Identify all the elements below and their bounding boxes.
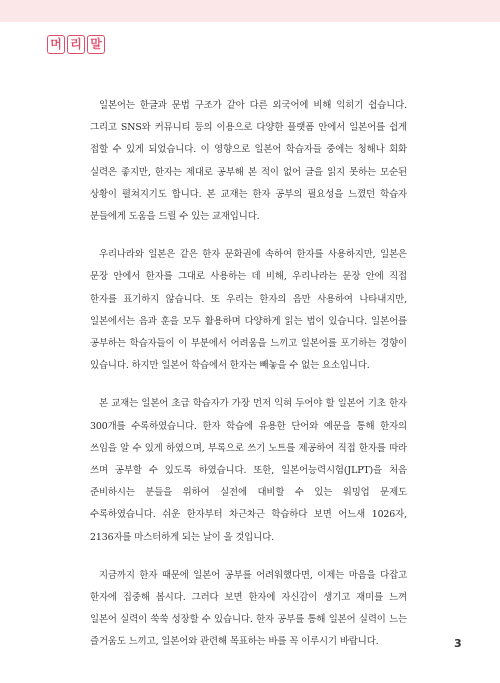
paragraph: 일본어는 한글과 문법 구조가 같아 다른 외국어에 비해 익히기 쉽습니다. 그리고 SNS와 커뮤니티 등의 이용으로 다양한 플랫폼 안에서 일본어를 쉽게 접할 수 있게 되었습니다. 이 영향으로 일본어 학습자들 중에는 청해나 회화 실력은 좋지만, 한자는 제대로 공부해 본 적이 없어 글을 읽지 못하는 모순된 상황이 펼쳐지기도 합니다. 본 교재는 한자 공부의 필요성을 느꼈던 학습자 분들에게 도움을 드릴 수 있는 교재입니다. (90, 100, 407, 223)
paragraph: 우리나라와 일본은 같은 한자 문화권에 속하여 한자를 사용하지만, 일본은 문장 안에서 한자를 그대로 사용하는 데 비해, 우리나라는 문장 안에 직접 한자를 표기하지 않습니다. 또 우리는 한자의 음만 사용하여 나타내지만, 일본에서는 음과 훈을 모두 활용하며 다양하게 읽는 법이 있습니다. 일본어를 공부하는 학습자들이 이 부분에서 어려움을 느끼고 일본어를 포기하는 경향이 있습니다. 하지만 일본어 학습에서 한자는 빼놓을 수 없는 요소입니다. (90, 249, 407, 372)
header-band (0, 0, 500, 22)
page-number: 3 (454, 637, 462, 650)
title-char: 머 (47, 35, 65, 54)
page-title (47, 35, 105, 54)
title-char: 말 (87, 35, 105, 54)
title-char: 리 (67, 35, 85, 54)
paragraph: 본 교재는 일본어 초급 학습자가 가장 먼저 익혀 두어야 할 일본어 기초 한자 300개를 수록하였습니다. 한자 학습에 유용한 단어와 예문을 통해 한자의 쓰임을 알 수 있게 하였으며, 부록으로 쓰기 노트를 제공하여 직접 한자를 따라 쓰며 공부할 수 있도록 하였습니다. 또한, 일본어능력시험(JLPT)을 처음 준비하시는 분들을 위하여 실전에 대비할 수 있는 워밍업 문제도 수록하였습니다. 쉬운 한자부터 차근차근 학습하다 보면 어느새 1026자, 2136자를 마스터하게 되는 날이 올 것입니다. (90, 398, 407, 543)
preface-body (90, 95, 407, 670)
paragraph: 지금까지 한자 때문에 일본어 공부를 어려워했다면, 이제는 마음을 다잡고 한자에 집중해 봅시다. 그러다 보면 한자에 자신감이 생기고 재미를 느껴 일본어 실력이 쑥쑥 성장할 수 있습니다. 한자 공부를 통해 일본어 실력이 느는 즐거움도 느끼고, 일본어와 관련해 목표하는 바를 꼭 이루시기 바랍니다. (90, 569, 407, 648)
